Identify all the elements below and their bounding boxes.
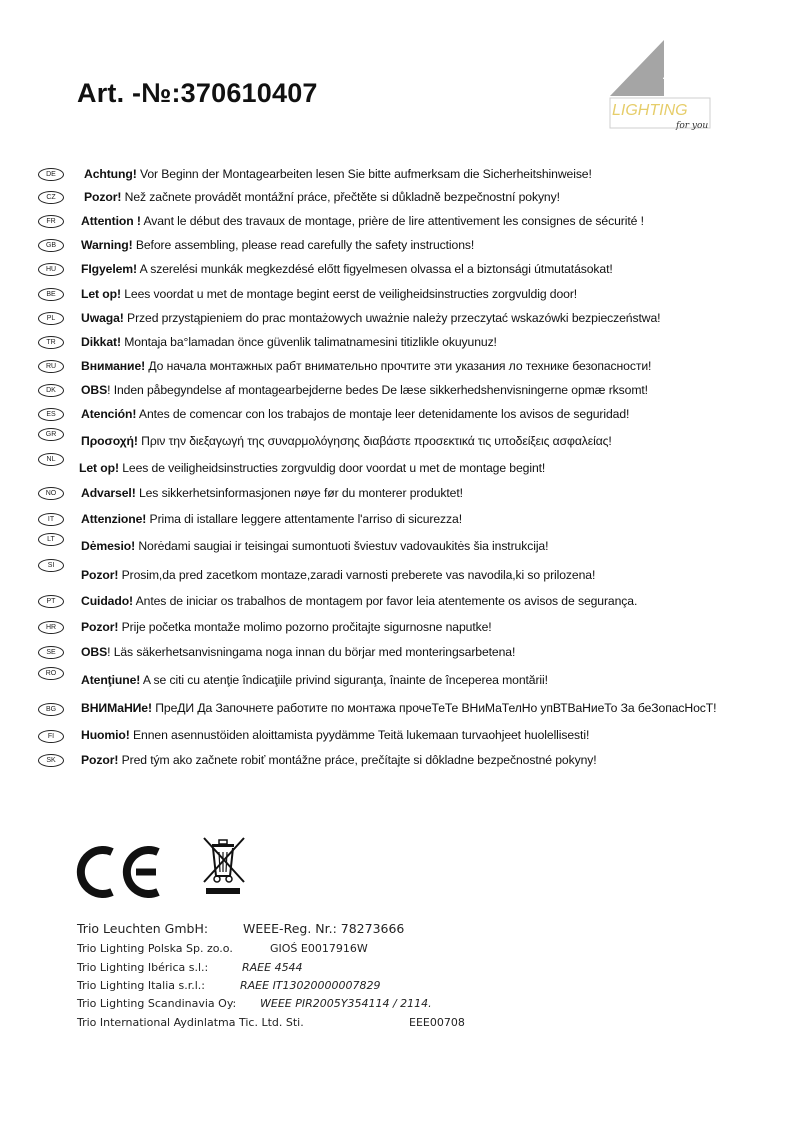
logo-text-for-you: for you [676, 121, 709, 131]
trio-lighting-logo [606, 40, 712, 136]
warning-heading: Dėmesio! [81, 539, 136, 553]
country-code-badge: SE [38, 646, 64, 659]
footer-registration: RAEE 4544 [242, 961, 303, 974]
warning-text: ПреДИ Да Започнете работите по монтажа прочеТеТе ВНиМаТелНо упВТВаНиеТо За беЗопасНосТ! [151, 701, 717, 715]
warning-text: ! Läs säkerhetsanvisningama noga innan du börjar med monteringsarbetena! [107, 645, 516, 659]
country-code-badge: HR [38, 621, 64, 634]
country-code-badge: PT [38, 595, 64, 608]
warning-text: Przed przystąpieniem do prac montażowych uważnie należy przeczytać wskazówki bezpieczeństwa! [123, 311, 661, 325]
footer-company: Trio Lighting Scandinavia Oy: [77, 997, 237, 1010]
warning-text: Montaja ba°lamadan önce güvenlik talimatnamesini titizlikle okuyunuz! [120, 335, 497, 349]
logo-text-lighting: LIGHTING [612, 102, 688, 119]
warning-row-fi [38, 726, 589, 744]
weee-crossed-bin-icon [198, 832, 250, 896]
warning-row-es [38, 405, 629, 423]
footer-registration: GIOŚ E0017916W [270, 942, 368, 955]
warning-text: Než začnete provádět montážní práce, přečtěte si důkladně bezpečnostní pokyny! [121, 190, 560, 204]
footer-registration: WEEE PIR2005Y354114 / 2114. [260, 997, 432, 1010]
warning-heading: Pozor! [81, 568, 119, 582]
warning-row-de [38, 165, 592, 183]
warning-heading: Let op! [81, 287, 121, 301]
warning-text: Ennen asennustöiden aloittamista pyydämme Teitä lukemaan turvaohjeet huolellisesti! [129, 728, 590, 742]
country-code-badge: BE [38, 288, 64, 301]
footer-row [77, 1016, 465, 1029]
ce-mark-icon [74, 842, 164, 902]
warning-row-gr [38, 427, 612, 448]
warning-row-gb [38, 236, 474, 254]
warning-text: Les sikkerhetsinformasjonen nøye før du monterer produktet! [135, 486, 463, 500]
warning-row-lt [38, 533, 548, 551]
warning-row-fr [38, 212, 644, 230]
country-code-badge: ES [38, 408, 64, 421]
warning-text: Prosim,da pred zacetkom montaze,zaradi varnosti preberete vas navodila,ki so prilozena! [118, 568, 596, 582]
footer-company: Trio Leuchten GmbH: [77, 921, 209, 936]
footer-row [77, 997, 432, 1010]
article-number-title: Art. -№:370610407 [77, 78, 318, 108]
country-code-badge: FI [38, 730, 64, 743]
warning-row-cz [38, 188, 560, 206]
warning-text: ! Inden påbegyndelse af montagearbejderne bedes De læse sikkerhedshenvisningerne opmæ rksomt! [107, 383, 648, 397]
warning-row-bg [38, 699, 716, 717]
country-code-badge: SK [38, 754, 64, 767]
warning-row-si [38, 559, 596, 582]
warning-text: Avant le début des travaux de montage, prière de lire attentivement les consignes de sécurité ! [140, 214, 644, 228]
country-code-badge: DK [38, 384, 64, 397]
warning-heading: Atenţiune! [81, 672, 141, 687]
warning-text: Prije početka montaže molimo pozorno pročitajte sigurnosne naputke! [118, 620, 492, 634]
warning-row-sk [38, 751, 597, 769]
country-code-badge: GR [38, 428, 64, 441]
country-code-badge: RU [38, 360, 64, 373]
warning-heading: Achtung! [84, 167, 137, 181]
warning-heading: Cuidado! [81, 594, 134, 608]
warning-text: Πριν την διεξαγωγή της συναρμολόγησης διαβάστε προσεκτικά τις υποδείξεις ασφαλείας! [137, 434, 612, 448]
country-code-badge: TR [38, 336, 64, 349]
warning-row-it [38, 510, 462, 528]
warning-row-pl [38, 309, 660, 327]
warning-heading: Advarsel! [81, 486, 136, 500]
warning-text: До начала монтажных рабт внимательно прочтите эти указания ло технике безопасности! [145, 359, 652, 373]
warning-heading: FIgyelem! [81, 262, 137, 276]
warning-text: Antes de comencar con los trabajos de montaje leer detenidamente los avisos de seguridad! [136, 407, 630, 421]
country-code-badge: RO [38, 667, 64, 680]
warning-heading: Uwaga! [81, 311, 124, 325]
warning-heading: OBS [81, 383, 108, 397]
warning-row-hu [38, 260, 613, 278]
warning-heading: ВНИМаНИе! [81, 701, 152, 715]
country-code-badge: BG [38, 703, 64, 716]
country-code-badge: SI [38, 559, 64, 572]
warning-heading: Προσοχή! [81, 434, 138, 448]
warning-row-se [38, 643, 515, 661]
warning-heading: Attenzione! [81, 512, 147, 526]
country-code-badge: GB [38, 239, 64, 252]
footer-row [77, 979, 381, 992]
country-code-badge: HU [38, 263, 64, 276]
warning-row-hr [38, 618, 492, 636]
warning-heading: Let op! [79, 461, 119, 475]
warning-row-tr [38, 333, 497, 351]
footer-company: Trio Lighting Italia s.r.l.: [77, 979, 206, 992]
warning-row-dk [38, 381, 648, 399]
warning-text: A szerelési munkák megkezdésé előtt figyelmesen olvassa el a biztonsági útmutatásokat! [137, 262, 613, 276]
warning-heading: Dikkat! [81, 335, 121, 349]
footer-registration: EEE00708 [409, 1016, 465, 1029]
warning-heading: OBS [81, 645, 108, 659]
warning-heading: Pozor! [81, 620, 119, 634]
warning-heading: Warning! [81, 238, 133, 252]
footer-row [77, 921, 405, 936]
warning-heading: Huomio! [81, 728, 130, 742]
warning-row-pt [38, 592, 637, 610]
country-code-badge: PL [38, 312, 64, 325]
footer-registration: WEEE-Reg. Nr.: 78273666 [243, 921, 405, 936]
warning-row-no [38, 484, 463, 502]
warning-text: Pred tým ako začnete robiť montážne práce, prečítajte si dôkladne bezpečnostné pokyny! [118, 753, 597, 767]
warning-row-nl [38, 453, 546, 475]
country-code-badge: DE [38, 168, 64, 181]
footer-company: Trio Lighting Polska Sp. zo.o. [77, 942, 233, 955]
country-code-badge: CZ [38, 191, 64, 204]
warning-text: Lees de veiligheidsinstructies zorgvuldig door voordat u met de montage begint! [118, 461, 546, 475]
warning-row-be [38, 285, 577, 303]
warning-row-ru [38, 357, 651, 375]
warning-text: Antes de iniciar os trabalhos de montagem por favor leia atentemente os avisos de segurança. [133, 594, 638, 608]
country-code-badge: IT [38, 513, 64, 526]
warning-row-ro [38, 667, 548, 685]
warning-text: Norėdami saugiai ir teisingai sumontuoti šviestuv vadovaukitės šia instrukcija! [135, 539, 549, 553]
country-code-badge: FR [38, 215, 64, 228]
footer-company: Trio International Aydinlatma Tic. Ltd. Sti. [77, 1016, 304, 1029]
warning-heading: Внимание! [81, 359, 146, 373]
country-code-badge: NL [38, 453, 64, 466]
warning-text: Lees voordat u met de montage begint eerst de veiligheidsinstructies zorgvuldig door! [120, 287, 578, 301]
warning-text: Vor Beginn der Montagearbeiten lesen Sie bitte aufmerksam die Sicherheitshinweise! [136, 167, 592, 181]
footer-row [77, 961, 303, 974]
logo-text-trio: TRIO [662, 74, 696, 90]
warning-text: Before assembling, please read carefully the safety instructions! [132, 238, 475, 252]
warning-heading: Pozor! [84, 190, 122, 204]
warning-text: Prima di istallare leggere attentamente l'arriso di sicurezza! [146, 512, 463, 526]
country-code-badge: NO [38, 487, 64, 500]
country-code-badge: LT [38, 533, 64, 546]
footer-row [77, 942, 368, 955]
warning-heading: Atención! [81, 407, 137, 421]
footer-registration: RAEE IT13020000007829 [240, 979, 381, 992]
footer-company: Trio Lighting Ibérica s.l.: [77, 961, 209, 974]
warning-heading: Attention ! [81, 214, 141, 228]
warning-heading: Pozor! [81, 753, 119, 767]
warning-text: A se citi cu atenţie îndicaţiile privind siguranţa, înainte de începerea montării! [140, 672, 548, 687]
